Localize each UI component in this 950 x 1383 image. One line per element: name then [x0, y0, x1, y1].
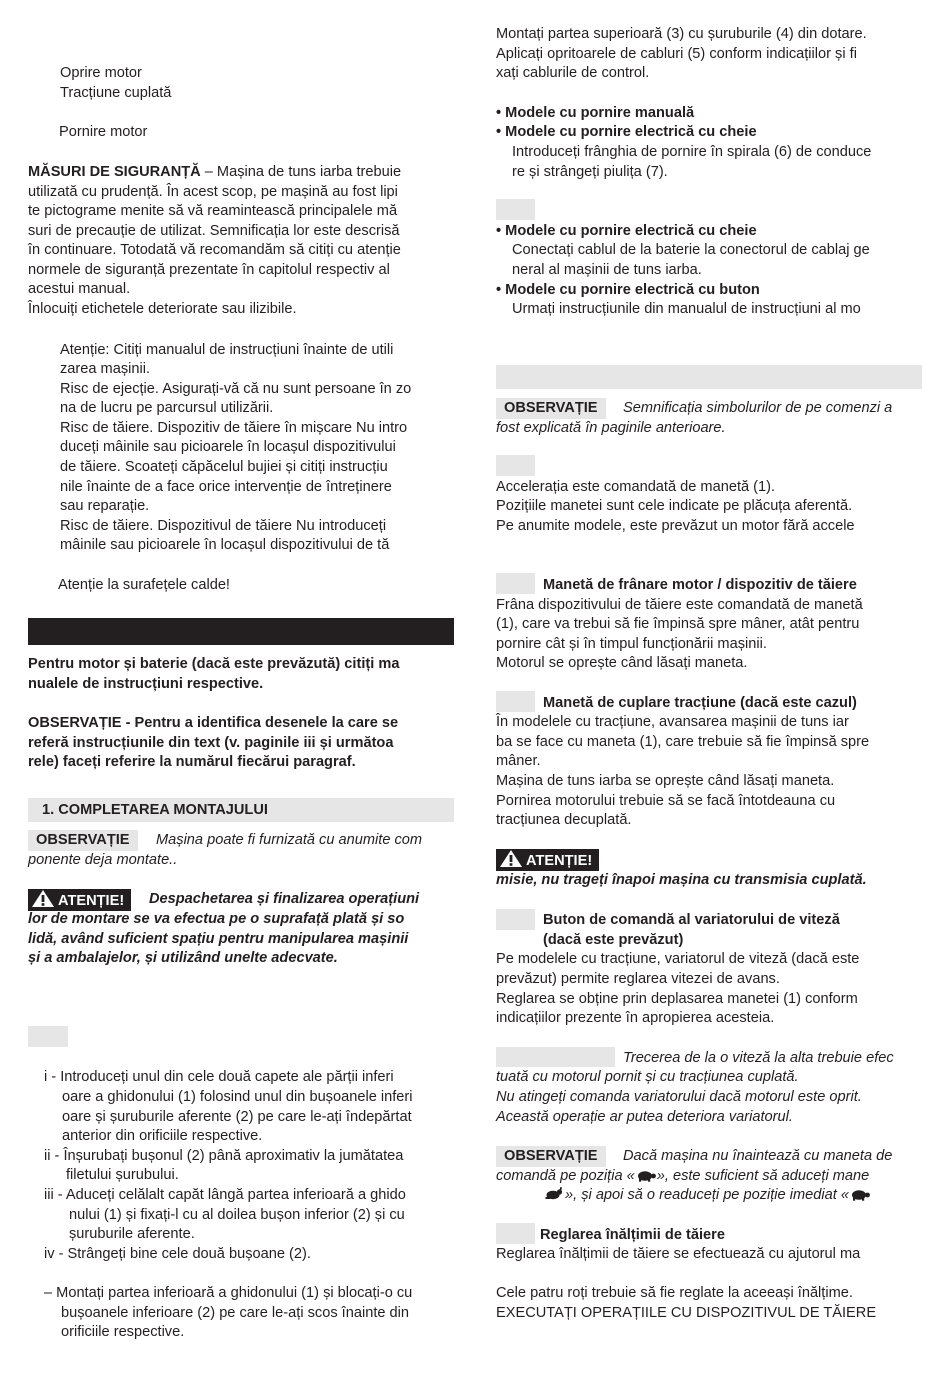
- motor-note: nualele de instrucțiuni respective.: [28, 676, 264, 692]
- observation-text: fost explicată în paginile anterioare.: [496, 420, 726, 436]
- height-title: Reglarea înălțimii de tăiere: [540, 1227, 725, 1243]
- warning-line: zarea mașinii.: [60, 361, 151, 377]
- observation-text-part: », este suficient să aduceți mane: [656, 1168, 870, 1184]
- step-line: orificiile respective.: [61, 1324, 185, 1340]
- brake-text: Motorul se oprește când lăsați maneta.: [496, 655, 748, 671]
- warning-triangle-icon: [499, 849, 523, 868]
- observation-tag: OBSERVAȚIE: [28, 830, 138, 851]
- brake-text: Frâna dispozitivului de tăiere este comandată de manetă: [496, 597, 863, 613]
- drive-text: tracțiunea decuplată.: [496, 812, 632, 828]
- speed-text: prevăzut) permite reglarea vitezei de avans.: [496, 971, 780, 987]
- figure-number-box: [496, 691, 535, 712]
- observation-text-part: », și apoi să o readuceți pe poziție imediat «: [565, 1187, 849, 1203]
- observation-note: referă instrucțiunile din text (v. paginile iii și următoa: [28, 735, 394, 751]
- step-line: bușoanele inferioare (2) pe care le-ați scos înainte din: [61, 1305, 410, 1321]
- step-line: ii - Înșurubați bușonul (2) până aproximativ la jumătatea: [44, 1148, 404, 1164]
- accel-text: Accelerația este comandată de manetă (1).: [496, 479, 776, 495]
- safety-line: în continuare. Totodată vă recomandăm să citiți cu atenție: [28, 242, 401, 258]
- speed-text: Pe modelele cu tracțiune, variatorul de viteză (dacă este: [496, 951, 860, 967]
- intro-line: Montați partea superioară (3) cu șuruburile (4) din dotare.: [496, 26, 867, 42]
- note-label-box: [496, 1047, 615, 1067]
- figure-number-box: [28, 1026, 68, 1047]
- icon-label-start-engine: Pornire motor: [59, 124, 148, 140]
- wheels-text: Cele patru roți trebuie să fie reglate la aceeași înălțime.: [496, 1285, 853, 1301]
- section-title: 1. COMPLETAREA MONTAJULUI: [28, 798, 454, 822]
- key-text: Conectați cablul de la baterie la conectorul de cablaj ge: [512, 242, 870, 258]
- icon-label-stop-engine: Oprire motor: [60, 65, 142, 81]
- step-line: oare și șuruburile aferente (2) pe care le-ați îndepărtat: [62, 1109, 412, 1125]
- warning-line: nile înainte de a face orice intervenție de întreținere: [60, 479, 392, 495]
- drive-title: Manetă de cuplare tracțiune (dacă este cazul): [543, 695, 857, 711]
- warning-triangle-icon: [31, 889, 55, 908]
- gear-note: Trecerea de la o viteză la alta trebuie efec: [623, 1050, 894, 1066]
- figure-number-box: [496, 909, 535, 930]
- accel-text: Pe anumite modele, este prevăzut un motor fără accele: [496, 518, 855, 534]
- figure-number-box: [496, 1223, 535, 1244]
- figure-number-box: [496, 573, 535, 594]
- intro-line: xați cablurile de control.: [496, 65, 650, 81]
- hot-surface-note: Atenție la surafețele calde!: [58, 577, 230, 593]
- brake-text: pornire cât și în timpul funcționării mașinii.: [496, 636, 767, 652]
- bullet-electric-button: • Modele cu pornire electrică cu buton: [496, 282, 760, 298]
- rope-text: Introduceți frânghia de pornire în spirala (6) de conduce: [512, 144, 872, 160]
- speed-title: Buton de comandă al variatorului de viteză: [543, 912, 840, 928]
- warning-line: Risc de tăiere. Dispozitiv de tăiere în mișcare Nu intro: [60, 420, 408, 436]
- bullet-manual-start: • Modele cu pornire manuală: [496, 105, 695, 121]
- icon-label-drive-engaged: Tracțiune cuplată: [60, 85, 172, 101]
- accel-text: Pozițiile manetei sunt cele indicate pe plăcuța aferentă.: [496, 498, 853, 514]
- motor-note: Pentru motor și baterie (dacă este prevăzută) citiți ma: [28, 656, 400, 672]
- figure-number-box: [496, 199, 535, 220]
- warning-label: ATENȚIE!: [526, 853, 593, 869]
- step-line: iv - Strângeți bine cele două bușoane (2).: [44, 1246, 311, 1262]
- warning-line: duceți mâinile sau picioarele în locașul dispozitivului: [60, 439, 396, 455]
- step-line: filetului șurubului.: [66, 1167, 179, 1183]
- bullet-electric-key-2: • Modele cu pornire electrică cu cheie: [496, 223, 757, 239]
- chapter-header-bar: [28, 618, 454, 645]
- observation-text: Dacă mașina nu înaintează cu maneta de: [623, 1148, 893, 1164]
- safety-line: te pictograme menite să vă reamintească principalele mă: [28, 203, 398, 219]
- observation-text-part: comandă pe poziția «: [496, 1168, 635, 1184]
- step-line: anterior din orificiile respective.: [62, 1128, 263, 1144]
- rope-text: re și strângeți piulița (7).: [512, 164, 668, 180]
- button-text: Urmați instrucțiunile din manualul de instrucțiuni al mo: [512, 301, 861, 317]
- drive-text: În modelele cu tracțiune, avansarea mașinii de tuns iar: [496, 714, 849, 730]
- speed-title: (dacă este prevăzut): [543, 932, 684, 948]
- safety-line: Înlocuiți etichetele deteriorate sau ilizibile.: [28, 301, 297, 317]
- key-text: neral al mașinii de tuns iarba.: [512, 262, 702, 278]
- warning-text: Despachetarea și finalizarea operațiuni: [149, 891, 420, 907]
- safety-line: normele de siguranță prezentate în capitolul respectiv al: [28, 262, 390, 278]
- safety-line: – Mașina de tuns iarba trebuie: [204, 164, 402, 180]
- observation-text: [543, 1186, 871, 1206]
- safety-paragraph: [28, 163, 401, 183]
- gear-note: Nu atingeți comanda variatorului dacă motorul este oprit.: [496, 1089, 862, 1105]
- warning-line: mâinile sau picioarele în locașul dispozitivului de tă: [60, 537, 390, 553]
- drive-text: Pornirea motorului trebuie să se facă întotdeauna cu: [496, 793, 836, 809]
- observation-text: ponente deja montate..: [28, 852, 178, 868]
- brake-text: (1), care va trebui să fie împinsă spre mâner, atât pentru: [496, 616, 860, 632]
- height-text: Reglarea înălțimii de tăiere se efectuează cu ajutorul ma: [496, 1246, 861, 1262]
- safety-line: acestui manual.: [28, 281, 131, 297]
- warning-text: misie, nu trageți înapoi mașina cu transmisia cuplată.: [496, 872, 867, 888]
- step-line: – Montați partea inferioară a ghidonului (1) și blocați-o cu: [44, 1285, 413, 1301]
- warning-label: ATENȚIE!: [58, 893, 125, 909]
- safety-line: suri de precauție de utilizat. Semnificația lor este descrisă: [28, 223, 400, 239]
- gear-note: tuată cu motorul pornit și cu tracțiunea cuplată.: [496, 1069, 799, 1085]
- drive-text: mâner.: [496, 753, 541, 769]
- intro-line: Aplicați opritoarele de cabluri (5) conform indicațiilor și fi: [496, 46, 857, 62]
- step-line: șuruburile aferente.: [69, 1226, 195, 1242]
- observation-note: rele) faceți referire la numărul fiecărui paragraf.: [28, 754, 356, 770]
- section-header-bar: [496, 365, 922, 389]
- observation-text: [496, 1167, 869, 1187]
- wheels-text: EXECUTAȚI OPERAȚIILE CU DISPOZITIVUL DE TĂIERE: [496, 1305, 877, 1321]
- warning-tag: [496, 849, 599, 871]
- figure-number-box: [496, 455, 535, 476]
- safety-line: utilizată cu prudență. În acest scop, pe mașină au fost lipi: [28, 184, 398, 200]
- warning-text: lidă, având suficient spațiu pentru manipularea mașinii: [28, 931, 409, 947]
- speed-text: Reglarea se obține prin deplasarea manetei (1) conform: [496, 991, 858, 1007]
- step-line: iii - Aduceți celălalt capăt lângă partea inferioară a ghido: [44, 1187, 406, 1203]
- observation-tag: OBSERVAȚIE: [496, 1146, 606, 1167]
- observation-text: Semnificația simbolurilor de pe comenzi a: [623, 400, 893, 416]
- warning-line: sau reparație.: [60, 498, 150, 514]
- observation-text: Mașina poate fi furnizată cu anumite com: [156, 832, 423, 848]
- warning-line: Risc de tăiere. Dispozitivul de tăiere Nu introduceți: [60, 518, 387, 534]
- step-line: oare a ghidonului (1) folosind unul din bușoanele inferi: [62, 1089, 413, 1105]
- warning-tag: [28, 889, 131, 911]
- warning-text: lor de montare se va efectua pe o suprafață plată și so: [28, 911, 405, 927]
- observation-tag: OBSERVAȚIE: [496, 398, 606, 419]
- drive-text: ba se face cu maneta (1), care trebuie să fie împinsă spre: [496, 734, 870, 750]
- observation-note: OBSERVAȚIE - Pentru a identifica desenele la care se: [28, 715, 399, 731]
- safety-heading: MĂSURI DE SIGURANȚĂ: [28, 164, 201, 180]
- step-line: nului (1) și fixați-l cu al doilea bușon inferior (2) și cu: [69, 1207, 405, 1223]
- gear-note: Această operație ar putea deteriora variatorul.: [496, 1109, 793, 1125]
- step-line: i - Introduceți unul din cele două capete ale părții inferi: [44, 1069, 394, 1085]
- bullet-electric-key: • Modele cu pornire electrică cu cheie: [496, 124, 757, 140]
- warning-text: și a ambalajelor, și utilizând unelte adecvate.: [28, 950, 338, 966]
- warning-line: na de lucru pe parcursul utilizării.: [60, 400, 274, 416]
- warning-line: de tăiere. Scoateți căpăcelul bujiei și citiți instrucțiu: [60, 459, 388, 475]
- turtle-icon: [849, 1189, 871, 1201]
- rabbit-icon: [543, 1187, 565, 1201]
- drive-text: Mașina de tuns iarba se oprește când lăsați maneta.: [496, 773, 835, 789]
- turtle-icon: [635, 1170, 657, 1182]
- warning-line: Atenție: Citiți manualul de instrucțiuni înainte de utili: [60, 342, 394, 358]
- warning-line: Risc de ejecție. Asigurați-vă că nu sunt persoane în zo: [60, 381, 412, 397]
- brake-title: Manetă de frânare motor / dispozitiv de tăiere: [543, 577, 857, 593]
- speed-text: indicațiilor prezente în apropierea acesteia.: [496, 1010, 775, 1026]
